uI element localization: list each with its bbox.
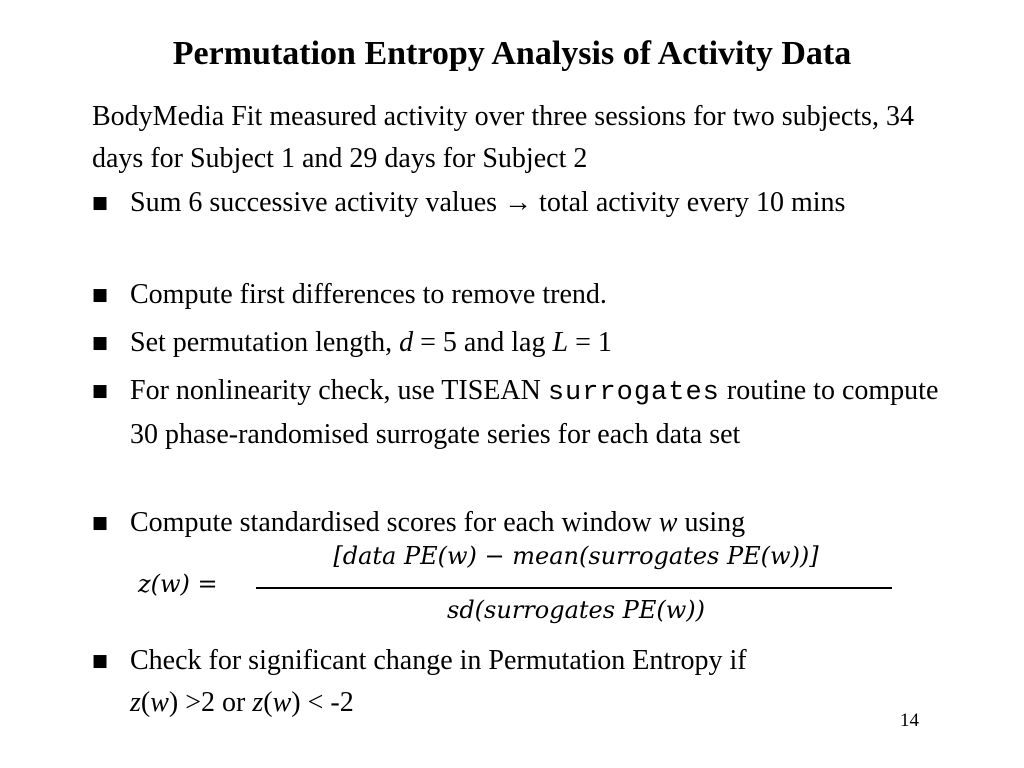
bullet-text: Compute standardised scores for each window w using bbox=[130, 507, 746, 538]
bullet-marker-icon: ■ bbox=[92, 285, 109, 305]
bullet-marker-icon: ■ bbox=[92, 333, 109, 353]
page-number: 14 bbox=[900, 710, 919, 731]
bullet-sum-activity bbox=[92, 182, 942, 224]
bullet-text: Check for significant change in Permutation Entropy if z(w) >2 or z(w) < -2 bbox=[130, 645, 747, 718]
formula-numerator: [data PE(w) − mean(surrogates PE(w))] bbox=[333, 542, 819, 570]
right-arrow-icon: → bbox=[504, 187, 533, 218]
bullet-significant-change bbox=[92, 640, 942, 724]
bullet-text: Compute first differences to remove trend. bbox=[130, 279, 607, 310]
bullet-text: For nonlinearity check, use TISEAN surrogates routine to compute 30 phase-randomised surrogate series for each data set bbox=[130, 375, 939, 450]
bullet-marker-icon: ■ bbox=[92, 381, 109, 401]
bullet-marker-icon: ■ bbox=[92, 193, 109, 213]
slide-title: Permutation Entropy Analysis of Activity Data bbox=[172, 35, 852, 72]
bullet-marker-icon: ■ bbox=[92, 513, 109, 533]
bullet-first-differences bbox=[92, 274, 942, 316]
fraction-bar bbox=[256, 587, 892, 589]
bullet-permutation-length bbox=[92, 322, 942, 364]
bullet-nonlinearity-check bbox=[92, 370, 942, 456]
formula-lhs: z(w) = bbox=[138, 570, 218, 598]
z-score-formula bbox=[138, 540, 898, 632]
bullet-marker-icon: ■ bbox=[92, 651, 109, 671]
formula-denominator: sd(surrogates PE(w)) bbox=[447, 596, 705, 624]
intro-paragraph: BodyMedia Fit measured activity over three sessions for two subjects, 34 days for Subject 1 and 29 days for Subject 2 bbox=[92, 101, 914, 174]
bullet-text: Set permutation length, d = 5 and lag L = 1 bbox=[130, 327, 612, 358]
code-surrogates: surrogates bbox=[547, 378, 720, 408]
bullet-standardised-scores bbox=[92, 502, 942, 544]
bullet-text: Sum 6 successive activity values → total activity every 10 mins bbox=[130, 187, 846, 218]
